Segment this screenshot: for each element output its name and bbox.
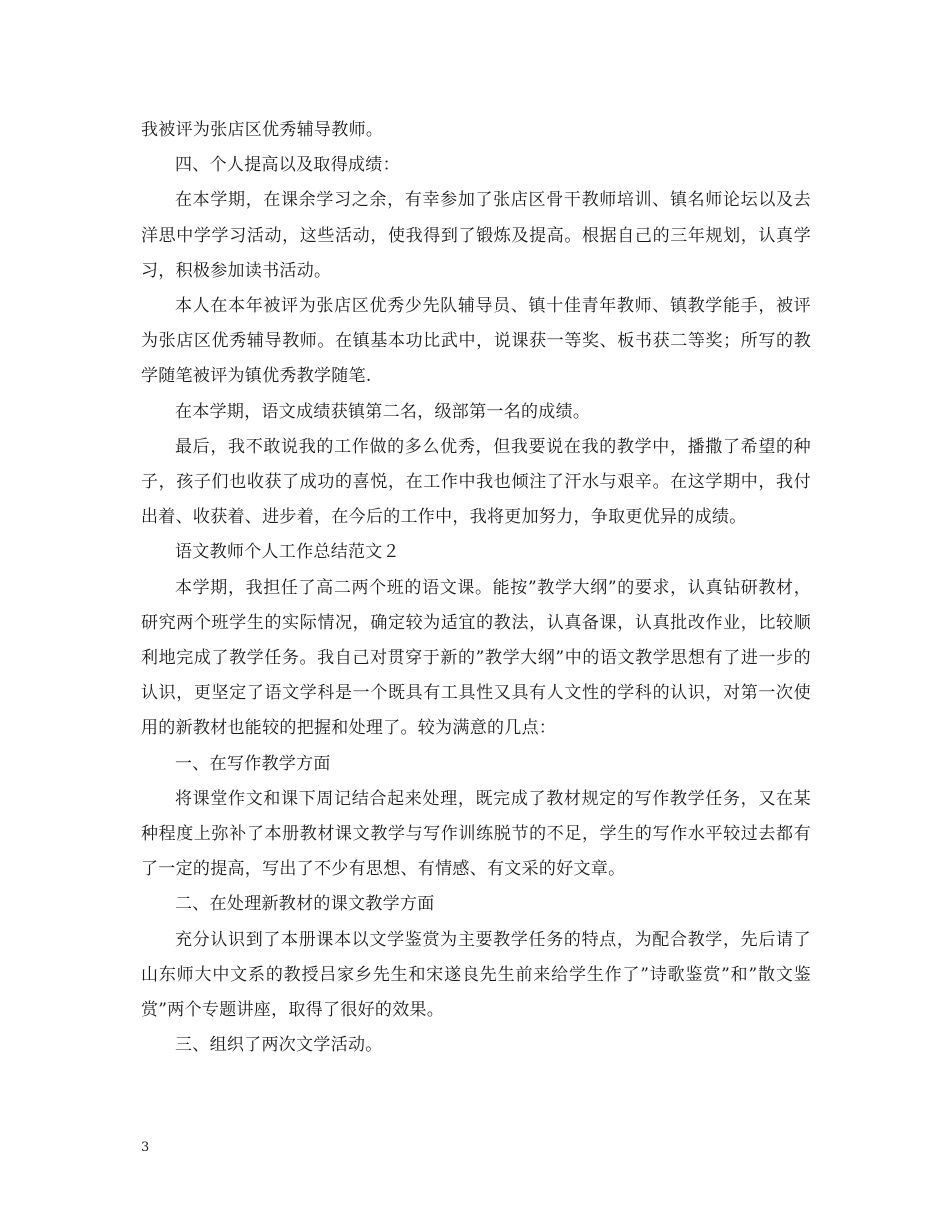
paragraph: 最后，我不敢说我的工作做的多么优秀，但我要说在我的教学中，播撒了希望的种子，孩子们也收获了成功的喜悦，在工作中我也倾注了汗水与艰辛。在这学期中，我付出着、收获着、进步着，在今后的工作中，我将更加努力，争取更优异的成绩。 [141,436,811,528]
paragraph: 充分认识到了本册课本以文学鉴赏为主要教学任务的特点，为配合教学，先后请了山东师大中文系的教授吕家乡先生和宋遂良先生前来给学生作了”诗歌鉴赏”和”散文鉴赏”两个专题讲座，取得了很好的效果。 [141,929,811,1021]
paragraph: 我被评为张店区优秀辅导教师。 [141,120,384,140]
section-heading: 四、个人提高以及取得成绩： [175,155,400,176]
section-heading: 一、在写作教学方面 [175,753,331,774]
paragraph: 将课堂作文和课下周记结合起来处理，既完成了教材规定的写作教学任务，又在某种程度上弥补了本册教材课文教学与写作训练脱节的不足，学生的写作水平较过去都有了一定的提高，写出了不少有思想、有情感、有文采的好文章。 [141,788,811,880]
page-number: 3 [141,1140,150,1155]
document-body [141,113,811,1063]
section-heading: 二、在处理新教材的课文教学方面 [175,894,435,915]
paragraph: 本学期，我担任了高二两个班的语文课。能按”教学大纲”的要求，认真钻研教材，研究两个班学生的实际情况，确定较为适宜的教法，认真备课，认真批改作业，比较顺利地完成了教学任务。我自己对贯穿于新的”教学大纲”中的语文教学思想有了进一步的认识，更坚定了语文学科是一个既具有工具性又具有人文性的学科的认识，对第一次使用的新教材也能较的把握和处理了。较为满意的几点： [141,577,811,739]
section-heading: 三、组织了两次文学活动。 [175,1035,383,1056]
paragraph: 在本学期，在课余学习之余，有幸参加了张店区骨干教师培训、镇名师论坛以及去洋思中学学习活动，这些活动，使我得到了锻炼及提高。根据自己的三年规划，认真学习，积极参加读书活动。 [141,190,811,281]
article-title: 语文教师个人工作总结范文２ [175,542,400,563]
paragraph: 本人在本年被评为张店区优秀少先队辅导员、镇十佳青年教师、镇教学能手，被评为张店区优秀辅导教师。在镇基本功比武中，说课获一等奖、板书获二等奖；所写的教学随笔被评为镇优秀教学随笔. [141,296,811,387]
paragraph: 在本学期，语文成绩获镇第二名，级部第一名的成绩。 [175,401,591,422]
